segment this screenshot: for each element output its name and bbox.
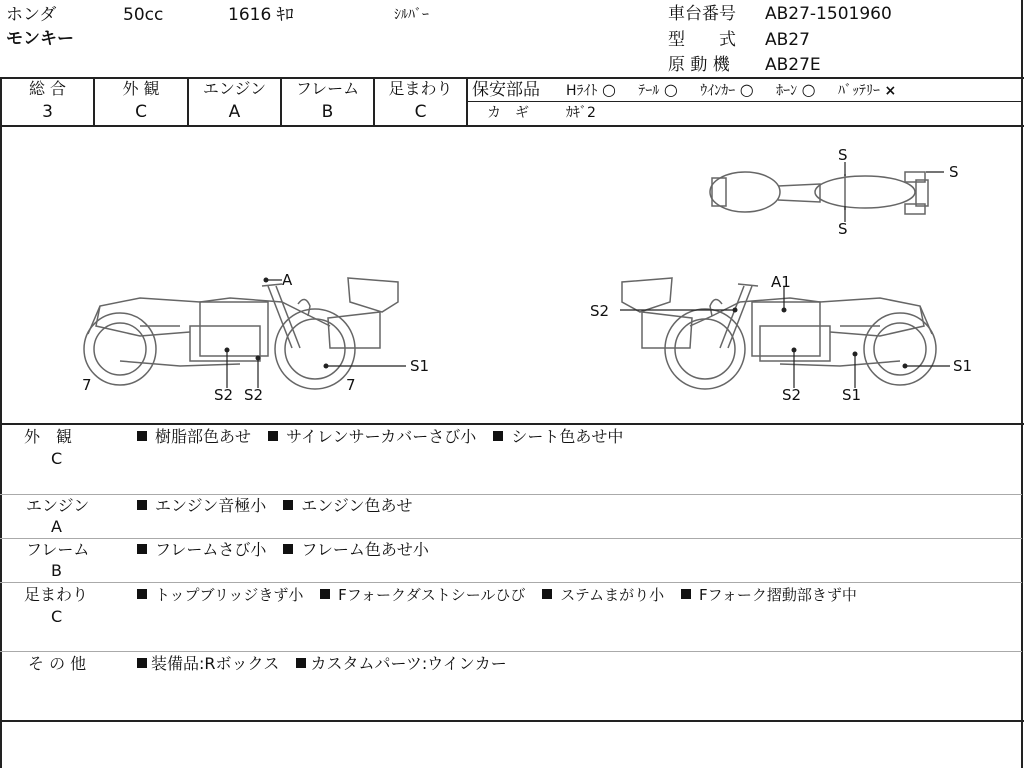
safety-item-horn: ﾎｰﾝ: [776, 83, 798, 99]
safety-items: [566, 81, 896, 100]
bullet-icon: [542, 589, 552, 599]
safety-item-tail: ﾃｰﾙ: [638, 83, 660, 99]
bike-right-view: [622, 278, 936, 389]
diagram-mark-s: S: [949, 163, 959, 181]
remark-category-frame: フレーム: [26, 540, 90, 559]
bullet-icon: [137, 544, 147, 554]
bike-left-view: [84, 278, 398, 389]
frame-no-label: 車台番号: [668, 4, 736, 24]
grade-label-exterior: 外 観: [122, 79, 160, 98]
motorcycle-diagram: [0, 126, 1020, 422]
bullet-icon: [283, 544, 293, 554]
bullet-icon: [268, 431, 278, 441]
remark-item: Fフォーク摺動部きず中: [698, 586, 857, 604]
safety-item-headlight: Hﾗｲﾄ: [566, 83, 598, 99]
bullet-icon: [283, 500, 293, 510]
diagram-mark-s2: S2: [214, 386, 234, 404]
remark-item: トップブリッジきず小: [155, 586, 304, 604]
remark-category-suspension: 足まわり: [24, 585, 89, 604]
grade-label-overall: 総 合: [28, 79, 67, 98]
model-name: モンキー: [6, 29, 74, 49]
bullet-icon: [320, 589, 330, 599]
bullet-icon: [137, 431, 147, 441]
diagram-mark-s2: S2: [244, 386, 264, 404]
color: ｼﾙﾊﾞｰ: [394, 7, 429, 23]
remark-category-engine: エンジン: [26, 496, 90, 515]
remark-item: 樹脂部色あせ: [155, 427, 252, 446]
grade-value-suspension: C: [414, 102, 427, 122]
remark-items-other: [135, 655, 517, 673]
remark-item: カスタムパーツ:ウインカー: [310, 654, 507, 673]
maker: ホンダ: [6, 5, 57, 25]
diagram-mark-a1: A1: [771, 273, 791, 291]
diagram-mark-s2: S2: [590, 302, 610, 320]
diagram-mark-s2: S2: [782, 386, 802, 404]
remark-items-frame: [135, 541, 439, 559]
safety-label: 保安部品: [472, 80, 540, 100]
divider: [466, 101, 1022, 102]
engine-value: AB27E: [765, 55, 821, 75]
diagram-mark-7: 7: [82, 376, 92, 394]
safety-mark-winker: ○: [739, 80, 754, 99]
grade-value-frame: B: [321, 102, 334, 122]
grade-label-frame: フレーム: [295, 79, 360, 98]
remark-grade-engine: A: [51, 517, 62, 536]
bullet-icon: [137, 589, 147, 599]
diagram-mark-s1: S1: [410, 357, 430, 375]
diagram-mark-s1: S1: [953, 357, 973, 375]
divider: [1021, 0, 1023, 768]
safety-item-battery: ﾊﾞｯﾃﾘｰ: [838, 83, 881, 99]
divider: [0, 582, 1022, 583]
key-value: ｶｷﾞ2: [566, 105, 596, 121]
bullet-icon: [137, 500, 147, 510]
remark-item: エンジン色あせ: [301, 496, 413, 515]
bullet-icon: [681, 589, 691, 599]
divider: [0, 538, 1022, 539]
grade-label-suspension: 足まわり: [388, 79, 453, 98]
remark-items-suspension: [135, 586, 867, 604]
safety-item-winker: ｳｲﾝｶｰ: [700, 83, 736, 99]
diagram-mark-s: S: [838, 146, 848, 164]
remark-item: サイレンサーカバーさび小: [286, 427, 477, 446]
safety-mark-tail: ○: [663, 80, 678, 99]
remark-items-exterior: [135, 428, 633, 446]
frame-no: AB27-1501960: [765, 4, 892, 24]
bullet-icon: [493, 431, 503, 441]
displacement: 50cc: [123, 5, 164, 25]
divider: [0, 494, 1022, 495]
diagram-mark-a: A: [282, 271, 293, 289]
remark-category-other: そ の 他: [28, 654, 87, 673]
remark-item: フレームさび小: [155, 540, 267, 559]
remark-item: Fフォークダストシールひび: [338, 586, 526, 604]
bullet-icon: [137, 658, 147, 668]
engine-label: 原 動 機: [668, 55, 730, 75]
remark-item: エンジン音極小: [155, 496, 267, 515]
remark-item: 装備品:Rボックス: [151, 654, 280, 673]
divider: [0, 423, 1024, 425]
diagram-mark-s: S: [838, 220, 848, 238]
remark-item: ステムまがり小: [560, 586, 665, 604]
grade-value-overall: 3: [42, 102, 53, 122]
key-label: カ ギ: [487, 105, 529, 121]
divider: [0, 651, 1022, 652]
remark-grade-suspension: C: [51, 607, 63, 626]
safety-mark-headlight: ○: [601, 80, 616, 99]
diagram-mark-7: 7: [346, 376, 356, 394]
type-value: AB27: [765, 30, 810, 50]
bullet-icon: [296, 658, 306, 668]
mileage: 1616 ｷﾛ: [228, 5, 294, 25]
remark-item: シート色あせ中: [511, 427, 624, 446]
safety-mark-battery: ×: [884, 83, 897, 99]
grade-value-exterior: C: [135, 102, 147, 122]
remark-item: フレーム色あせ小: [301, 540, 429, 559]
divider: [0, 720, 1024, 722]
remark-items-engine: [135, 497, 423, 515]
diagram-mark-s1: S1: [842, 386, 862, 404]
remark-grade-exterior: C: [51, 449, 63, 468]
grade-label-engine: エンジン: [202, 79, 267, 98]
bike-top-view: [710, 172, 928, 214]
grade-value-engine: A: [228, 102, 241, 122]
safety-mark-horn: ○: [801, 80, 816, 99]
type-label: 型 式: [668, 30, 736, 50]
remark-category-exterior: 外 観: [24, 427, 73, 446]
remark-grade-frame: B: [51, 561, 62, 580]
